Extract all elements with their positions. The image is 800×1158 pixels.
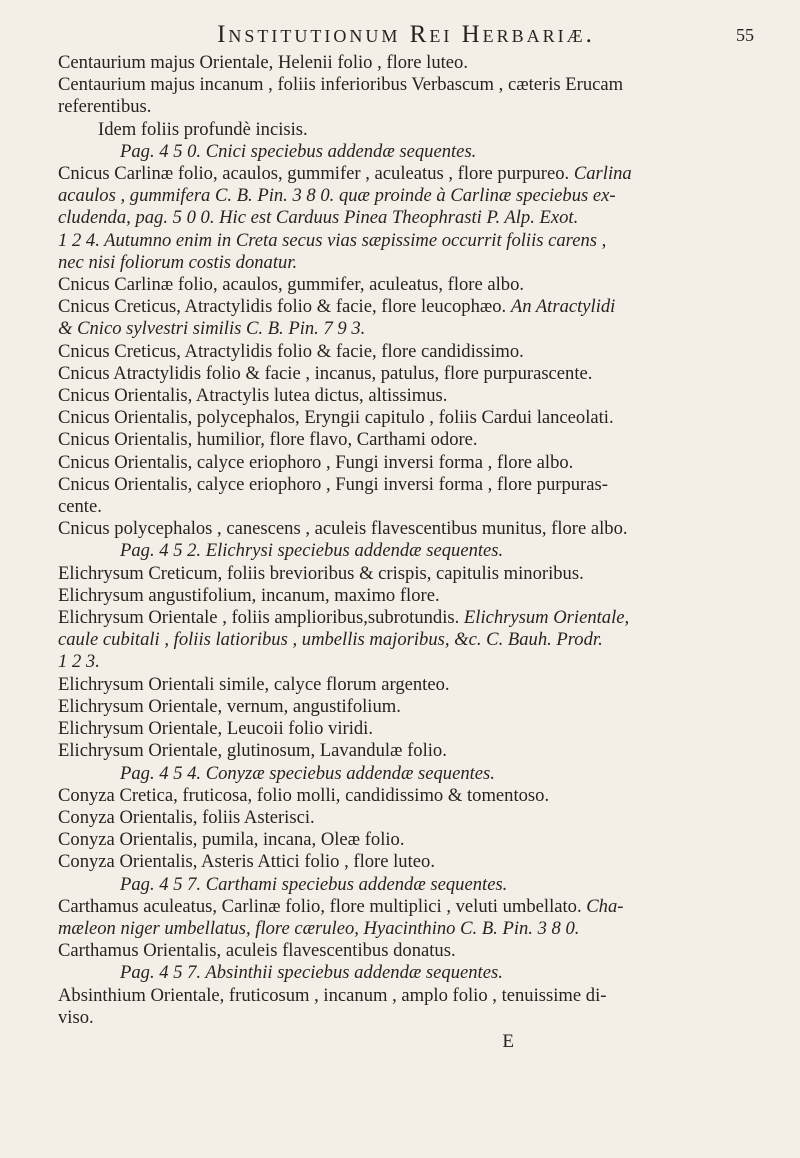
text-line — [58, 696, 754, 718]
section-heading — [58, 962, 754, 984]
text-line — [58, 718, 754, 740]
text-span: Cnicus Orientalis, Atractylis lutea dictus, altissimus. — [58, 385, 448, 407]
text-line — [58, 674, 754, 696]
signature-mark: E — [502, 1030, 514, 1052]
text-line — [58, 985, 754, 1007]
text-line — [58, 407, 754, 429]
text-line — [58, 207, 754, 229]
text-line — [58, 429, 754, 451]
italic-text: Pag. 4 5 7. Carthami speciebus addendæ sequentes. — [120, 873, 508, 895]
text-line — [58, 785, 754, 807]
text-span: cente. — [58, 496, 102, 518]
text-span: Conyza Orientalis, pumila, incana, Oleæ folio. — [58, 829, 405, 851]
text-span: Carthamus Orientalis, aculeis flavescentibus donatus. — [58, 940, 456, 962]
text-span: Centaurium majus Orientale, Helenii folio , flore luteo. — [58, 52, 468, 73]
section-heading — [58, 540, 754, 562]
text-line — [58, 918, 754, 940]
italic-text: Carlina — [573, 163, 632, 185]
section-heading — [58, 763, 754, 785]
italic-text: Pag. 4 5 4. Conyzæ speciebus addendæ sequentes. — [120, 762, 495, 784]
text-span: Elichrysum Orientali simile, calyce florum argenteo. — [58, 673, 450, 695]
text-span: Cnicus Atractylidis folio & facie , incanus, patulus, flore purpurascente. — [58, 362, 593, 384]
text-line — [58, 829, 754, 851]
italic-text: acaulos , gummifera C. B. Pin. 3 8 0. quæ proinde à Carlinæ speciebus ex- — [58, 185, 616, 207]
text-line — [58, 585, 754, 607]
page-number: 55 — [736, 25, 754, 45]
text-span: Elichrysum Orientale, vernum, angustifolium. — [58, 695, 401, 717]
text-span: Cnicus polycephalos , canescens , aculeis flavescentibus munitus, flore albo. — [58, 518, 628, 540]
text-span: referentibus. — [58, 96, 152, 118]
text-line — [58, 496, 754, 518]
text-line — [58, 74, 754, 96]
text-span: Elichrysum Creticum, foliis brevioribus & crispis, capitulis minoribus. — [58, 562, 584, 584]
text-line — [58, 274, 754, 296]
text-line — [58, 119, 754, 141]
text-line — [58, 651, 754, 673]
text-line — [58, 341, 754, 363]
text-line — [58, 474, 754, 496]
text-line — [58, 230, 754, 252]
text-span: Conyza Orientalis, Asteris Attici folio , flore luteo. — [58, 851, 435, 873]
text-span: Idem foliis profundè incisis. — [98, 118, 308, 140]
text-span: Elichrysum Orientale , foliis amplioribus,subrotundis. — [58, 607, 464, 629]
text-span: Conyza Cretica, fruticosa, folio molli, candidissimo & tomentoso. — [58, 784, 550, 806]
text-line — [58, 607, 754, 629]
italic-text: Cha- — [586, 895, 624, 917]
text-line — [58, 185, 754, 207]
italic-text: Pag. 4 5 0. Cnici speciebus addendæ sequentes. — [120, 140, 477, 162]
section-heading — [58, 874, 754, 896]
entry-list — [58, 52, 754, 1029]
text-span: Cnicus Orientalis, humilior, flore flavo, Carthami odore. — [58, 429, 478, 451]
italic-text: & Cnico sylvestri similis C. B. Pin. 7 9 3. — [58, 318, 366, 340]
text-span: Cnicus Orientalis, calyce eriophoro , Fungi inversi forma , flore purpuras- — [58, 473, 608, 495]
text-line — [58, 252, 754, 274]
text-span: Elichrysum Orientale, Leucoii folio viridi. — [58, 718, 373, 740]
italic-text: Pag. 4 5 2. Elichrysi speciebus addendæ sequentes. — [120, 540, 504, 562]
text-span: Carthamus aculeatus, Carlinæ folio, flore multiplici , veluti umbellato. — [58, 895, 587, 917]
italic-text: 1 2 4. Autumno enim in Creta secus vias sæpissime occurrit foliis carens , — [58, 229, 607, 251]
text-span: Conyza Orientalis, foliis Asterisci. — [58, 806, 315, 828]
text-line — [58, 96, 754, 118]
text-span: Cnicus Creticus, Atractylidis folio & facie, flore leucophæo. — [58, 296, 511, 318]
text-line — [58, 563, 754, 585]
text-span: Elichrysum angustifolium, incanum, maximo flore. — [58, 584, 440, 606]
text-span: viso. — [58, 1006, 94, 1028]
text-line — [58, 385, 754, 407]
text-line — [58, 896, 754, 918]
italic-text: Elichrysum Orientale, — [463, 607, 630, 629]
text-line — [58, 629, 754, 651]
text-line — [58, 318, 754, 340]
section-heading — [58, 141, 754, 163]
italic-text: mæleon niger umbellatus, flore cæruleo, Hyacinthino C. B. Pin. 3 8 0. — [58, 917, 580, 939]
text-line — [58, 163, 754, 185]
text-line — [58, 518, 754, 540]
text-line — [58, 740, 754, 762]
text-span: Cnicus Orientalis, polycephalos, Eryngii capitulo , foliis Cardui lanceolati. — [58, 407, 614, 429]
italic-text: Pag. 4 5 7. Absinthii speciebus addendæ sequentes. — [120, 962, 503, 984]
text-line — [58, 296, 754, 318]
italic-text: cludenda, pag. 5 0 0. Hic est Carduus Pinea Theophrasti P. Alp. Exot. — [58, 207, 579, 229]
italic-text: An Atractylidi — [510, 296, 616, 318]
text-span: Cnicus Orientalis, calyce eriophoro , Fungi inversi forma , flore albo. — [58, 451, 574, 473]
text-span: Cnicus Creticus, Atractylidis folio & facie, flore candidissimo. — [58, 340, 524, 362]
text-span: Cnicus Carlinæ folio, acaulos, gummifer , aculeatus , flore purpureo. — [58, 163, 574, 185]
italic-text: nec nisi foliorum costis donatur. — [58, 251, 298, 273]
text-line — [58, 52, 754, 74]
running-header — [58, 18, 754, 52]
text-span: Cnicus Carlinæ folio, acaulos, gummifer, aculeatus, flore albo. — [58, 274, 525, 296]
running-title: Institutionum Rei Herbariæ. — [217, 21, 595, 48]
text-span: Absinthium Orientale, fruticosum , incanum , amplo folio , tenuissime di- — [58, 984, 607, 1006]
text-line — [58, 807, 754, 829]
text-line — [58, 363, 754, 385]
italic-text: caule cubitali , foliis latioribus , umbellis majoribus, &c. C. Bauh. Prodr. — [58, 629, 603, 651]
text-span: Centaurium majus incanum , foliis inferioribus Verbascum , cæteris Erucam — [58, 74, 624, 96]
text-line — [58, 452, 754, 474]
text-line — [58, 851, 754, 873]
text-span: Elichrysum Orientale, glutinosum, Lavandulæ folio. — [58, 740, 447, 762]
text-line — [58, 940, 754, 962]
text-line — [58, 1007, 754, 1029]
italic-text: 1 2 3. — [58, 651, 100, 673]
